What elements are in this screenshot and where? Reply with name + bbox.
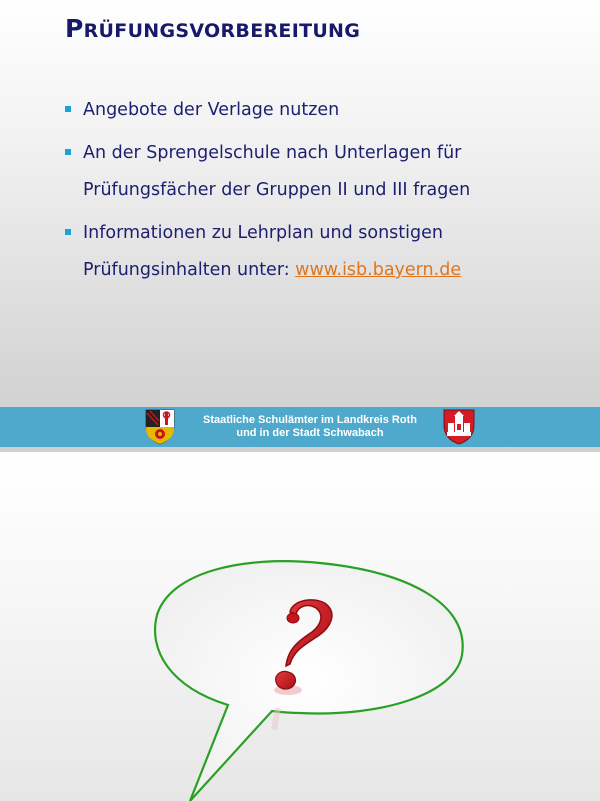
bullet-item: Informationen zu Lehrplan und sonstigen Prüfungsinhalten unter: www.isb.bayern.de [65,215,585,289]
question-mark-icon [260,590,340,730]
bullet-item: An der Sprengelschule nach Unterlagen für Prüfungsfächer der Gruppen II und III fragen [65,135,585,209]
bullet-marker-icon [65,149,71,155]
footer-bar [0,407,600,447]
landkreis-roth-crest-icon [145,409,175,445]
footer-text: Staatliche Schulämter im Landkreis Roth und in der Stadt Schwabach [203,414,417,439]
schwabach-crest-icon [443,409,475,445]
slide-title: PRÜFUNGSVORBEREITUNG [65,14,361,43]
bullet-list [65,92,585,295]
slide-2 [0,455,600,801]
bullet-marker-icon [65,106,71,112]
bullet-item: Angebote der Verlage nutzen [65,92,585,129]
bullet-marker-icon [65,229,71,235]
isb-link[interactable]: www.isb.bayern.de [295,260,462,280]
